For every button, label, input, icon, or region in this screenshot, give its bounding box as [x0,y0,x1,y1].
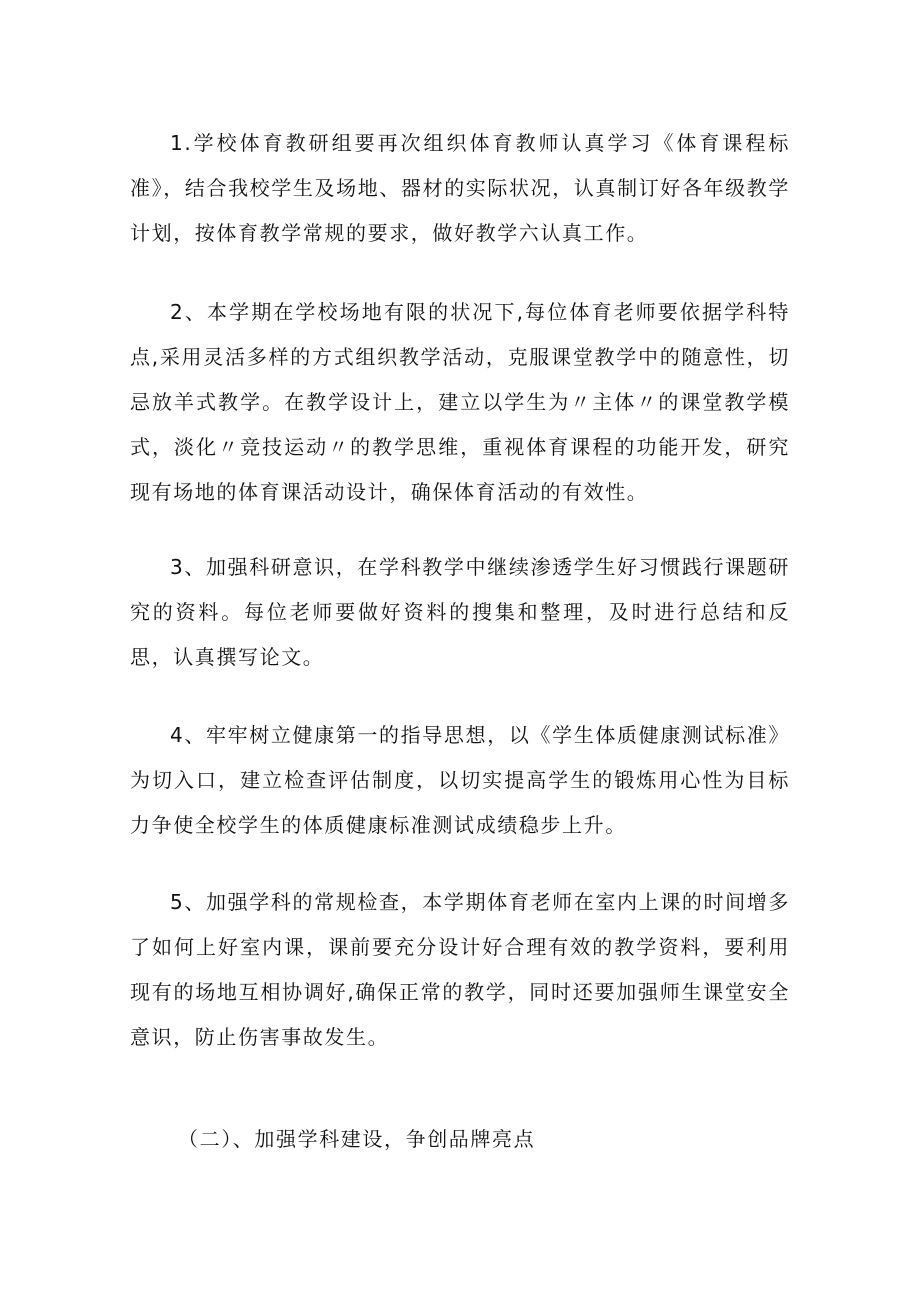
paragraph-item-3: 3、加强科研意识，在学科教学中继续渗透学生好习惯践行课题研究的资料。每位老师要做好资料的搜集和整理，及时进行总结和反思，认真撰写论文。 [130,555,790,669]
section-heading: （二）、加强学科建设，争创品牌亮点 [178,1127,536,1151]
paragraph-item-2: 2、本学期在学校场地有限的状况下,每位体育老师要依据学科特点,采用灵活多样的方式组织教学活动，克服课堂教学中的随意性，切忌放羊式教学。在教学设计上，建立以学生为〃主体〃的课堂教学模式，淡化〃竞技运动〃的教学思维，重视体育课程的功能开发，研究现有场地的体育课活动设计，确保体育活动的有效性。 [130,300,790,504]
paragraph-item-5: 5、加强学科的常规检查，本学期体育老师在室内上课的时间增多了如何上好室内课，课前要充分设计好合理有效的教学资料，要利用现有的场地互相协调好,确保正常的教学，同时还要加强师生课堂安全意识，防止伤害事故发生。 [130,890,790,1049]
paragraph-item-4: 4、牢牢树立健康第一的指导思想，以《学生体质健康测试标准》为切入口，建立检查评估制度，以切实提高学生的锻炼用心性为目标力争使全校学生的体质健康标准测试成绩稳步上升。 [130,723,790,837]
paragraph-item-1: 1.学校体育教研组要再次组织体育教师认真学习《体育课程标准》，结合我校学生及场地、器材的实际状况，认真制订好各年级教学计划，按体育教学常规的要求，做好教学六认真工作。 [130,131,790,245]
